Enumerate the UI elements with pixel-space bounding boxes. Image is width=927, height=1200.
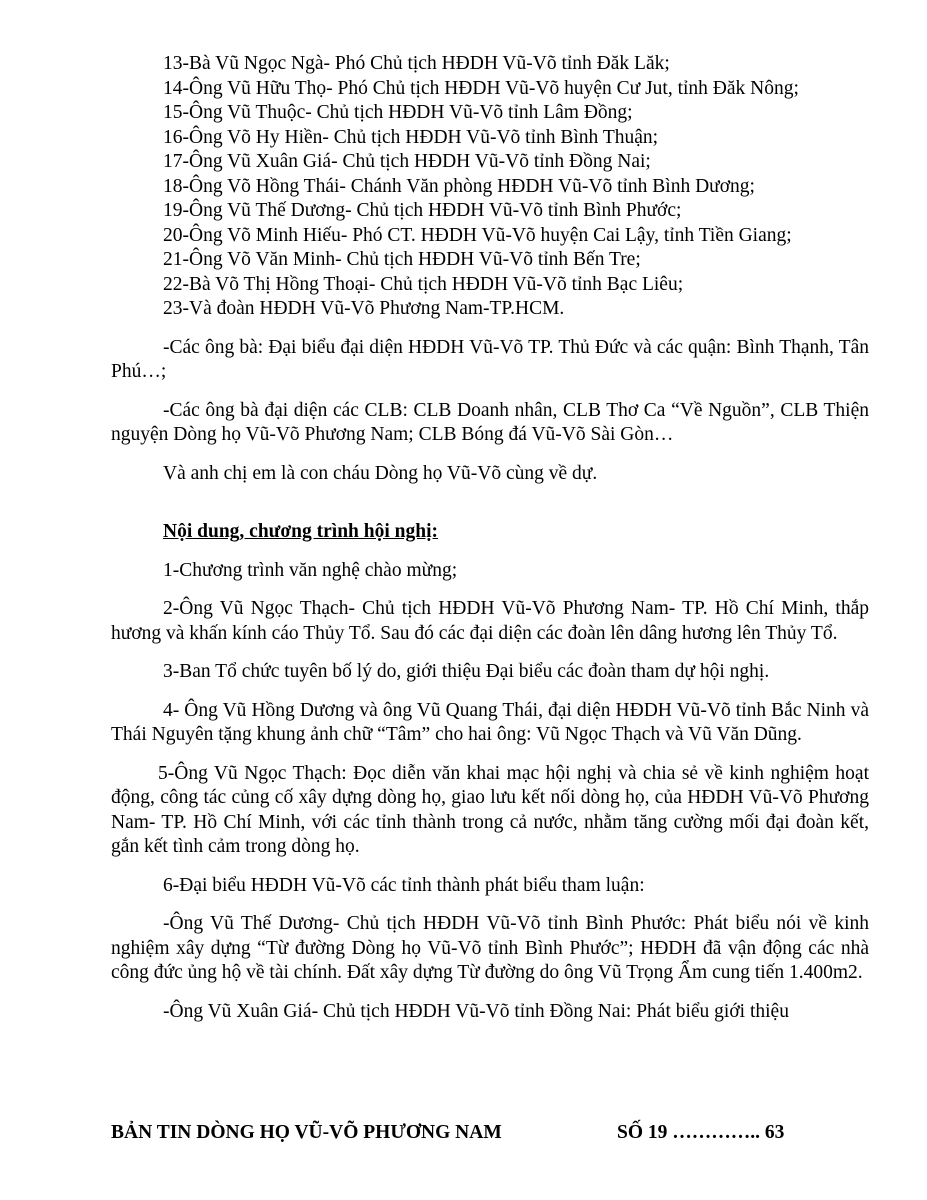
list-item: 20-Ông Võ Minh Hiếu- Phó CT. HĐDH Vũ-Võ huyện Cai Lậy, tỉnh Tiền Giang; bbox=[163, 224, 792, 246]
list-item: 21-Ông Võ Văn Minh- Chủ tịch HĐDH Vũ-Võ tỉnh Bến Tre; bbox=[163, 249, 641, 270]
paragraph: 1-Chương trình văn nghệ chào mừng; bbox=[163, 559, 458, 581]
list-item: 15-Ông Vũ Thuộc- Chủ tịch HĐDH Vũ-Võ tỉnh Lâm Đồng; bbox=[163, 102, 633, 123]
list-item: 22-Bà Võ Thị Hồng Thoại- Chủ tịch HĐDH Vũ-Võ tỉnh Bạc Liêu; bbox=[163, 273, 684, 295]
paragraph: 6-Đại biểu HĐDH Vũ-Võ các tỉnh thành phát biểu tham luận: bbox=[163, 874, 645, 896]
paragraph: 4- Ông Vũ Hồng Dương và ông Vũ Quang Thái, đại diện HĐDH Vũ-Võ tỉnh Bắc Ninh và Thái Nguyên tặng khung ảnh chữ “Tâm” cho hai ông: Vũ Ngọc Thạch và Vũ Văn Dũng. bbox=[111, 699, 869, 745]
paragraph: 5-Ông Vũ Ngọc Thạch: Đọc diễn văn khai mạc hội nghị và chia sẻ về kinh nghiệm hoạt động, công tác củng cố xây dựng dòng họ, giao lưu kết nối dòng họ, của HĐDH Vũ-Võ Phương Nam- TP. Hồ Chí Minh, với các tỉnh thành trong cả nước, nhằm tăng cường mối đại đoàn kết, gắn kết tình cảm trong dòng họ. bbox=[111, 762, 869, 857]
page-body bbox=[111, 52, 869, 1024]
section-heading: Nội dung, chương trình hội nghị: bbox=[163, 521, 438, 542]
list-item: 19-Ông Vũ Thế Dương- Chủ tịch HĐDH Vũ-Võ tỉnh Bình Phước; bbox=[163, 200, 682, 221]
list-item: 16-Ông Võ Hy Hiền- Chủ tịch HĐDH Vũ-Võ tỉnh Bình Thuận; bbox=[163, 126, 659, 148]
list-item: 14-Ông Vũ Hữu Thọ- Phó Chủ tịch HĐDH Vũ-Võ huyện Cư Jut, tỉnh Đăk Nông; bbox=[163, 77, 799, 99]
paragraph: 2-Ông Vũ Ngọc Thạch- Chủ tịch HĐDH Vũ-Võ Phương Nam- TP. Hồ Chí Minh, thắp hương và khấn kính cáo Thủy Tổ. Sau đó các đại diện các đoàn lên dâng hương lên Thủy Tổ. bbox=[111, 598, 869, 644]
delegate-list bbox=[111, 52, 869, 322]
list-item: 17-Ông Vũ Xuân Giá- Chủ tịch HĐDH Vũ-Võ tỉnh Đồng Nai; bbox=[163, 151, 651, 172]
list-item: 18-Ông Võ Hồng Thái- Chánh Văn phòng HĐDH Vũ-Võ tỉnh Bình Dương; bbox=[163, 175, 755, 197]
list-item: 23-Và đoàn HĐDH Vũ-Võ Phương Nam-TP.HCM. bbox=[163, 298, 565, 319]
paragraph: -Ông Vũ Thế Dương- Chủ tịch HĐDH Vũ-Võ tỉnh Bình Phước: Phát biểu nói về kinh nghiệm xây dựng “Từ đường Dòng họ Vũ-Võ tỉnh Bình Phước”; HĐDH đã vận động các nhà công đức ủng hộ về tài chính. Đất xây dựng Từ đường do ông Vũ Trọng Ẩm cung tiến 1.400m2. bbox=[111, 913, 869, 983]
paragraph: -Các ông bà: Đại biểu đại diện HĐDH Vũ-Võ TP. Thủ Đức và các quận: Bình Thạnh, Tân Phú…; bbox=[111, 336, 869, 382]
issue-page-number: SỐ 19 ………….. 63 bbox=[617, 1122, 785, 1143]
paragraph: -Các ông bà đại diện các CLB: CLB Doanh nhân, CLB Thơ Ca “Về Nguồn”, CLB Thiện nguyện Dòng họ Vũ-Võ Phương Nam; CLB Bóng đá Vũ-Võ Sài Gòn… bbox=[111, 399, 869, 445]
paragraph: 3-Ban Tổ chức tuyên bố lý do, giới thiệu Đại biểu các đoàn tham dự hội nghị. bbox=[163, 661, 770, 682]
publication-title: BẢN TIN DÒNG HỌ VŨ-VÕ PHƯƠNG NAM bbox=[111, 1122, 502, 1143]
paragraph: Và anh chị em là con cháu Dòng họ Vũ-Võ cùng về dự. bbox=[163, 462, 598, 484]
list-item: 13-Bà Vũ Ngọc Ngà- Phó Chủ tịch HĐDH Vũ-Võ tỉnh Đăk Lăk; bbox=[163, 53, 670, 74]
page-footer bbox=[111, 1122, 869, 1144]
paragraph: -Ông Vũ Xuân Giá- Chủ tịch HĐDH Vũ-Võ tỉnh Đồng Nai: Phát biểu giới thiệu bbox=[163, 1000, 789, 1022]
